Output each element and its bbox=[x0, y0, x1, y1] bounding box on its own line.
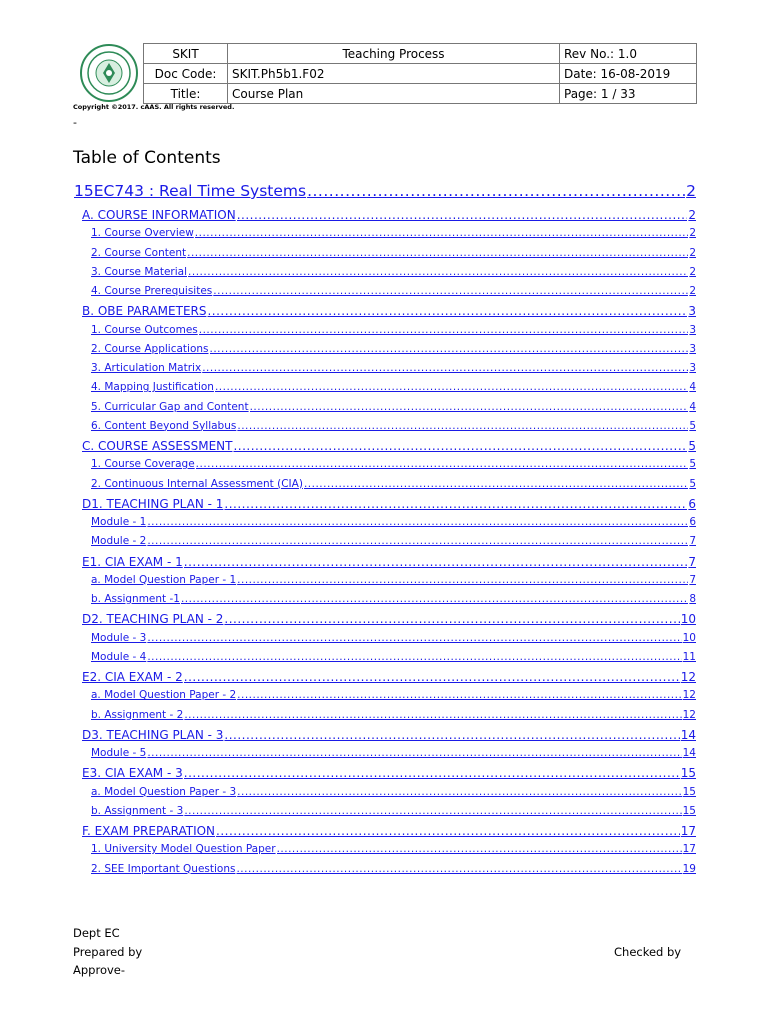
toc-entry-label: E2. CIA EXAM - 2 bbox=[82, 670, 183, 684]
toc-entry-label: 5. Curricular Gap and Content bbox=[91, 400, 249, 413]
toc-dot-leader bbox=[304, 478, 688, 490]
toc-entry-page: 3 bbox=[689, 362, 696, 374]
title-value: Course Plan bbox=[228, 84, 560, 104]
toc-entry[interactable] bbox=[91, 593, 696, 607]
toc-dot-leader bbox=[147, 535, 688, 547]
toc-entry-page: 15 bbox=[682, 804, 696, 817]
toc-entry-page: 5 bbox=[689, 458, 696, 471]
doc-code-label: Doc Code: bbox=[144, 64, 228, 84]
toc-entry-label: 6. Content Beyond Syllabus bbox=[91, 419, 237, 432]
toc-entry-page: 2 bbox=[689, 285, 696, 297]
toc-entry[interactable] bbox=[91, 747, 696, 761]
toc-entry-page: 12 bbox=[680, 670, 696, 684]
toc-entry-label: 1. Course Outcomes bbox=[91, 323, 198, 336]
toc-entry[interactable] bbox=[91, 343, 696, 357]
toc-entry[interactable] bbox=[82, 208, 696, 224]
toc-entry[interactable] bbox=[82, 304, 696, 320]
toc-entry-page: 5 bbox=[688, 439, 696, 453]
toc-entry[interactable] bbox=[91, 786, 696, 800]
toc-entry-page: 10 bbox=[682, 631, 696, 644]
toc-entry-page: 7 bbox=[689, 535, 696, 548]
toc-entry-label: Module - 1 bbox=[91, 516, 147, 528]
toc-entry-label: b. Assignment -1 bbox=[91, 593, 180, 605]
toc-entry-page: 2 bbox=[689, 265, 696, 278]
toc-dot-leader bbox=[147, 747, 681, 759]
toc-entry-label: D3. TEACHING PLAN - 3 bbox=[82, 727, 224, 742]
toc-dot-leader bbox=[213, 285, 688, 297]
toc-entry-label: 3. Course Material bbox=[91, 265, 188, 278]
toc-entry-label: E3. CIA EXAM - 3 bbox=[82, 766, 183, 781]
toc-entry-label: F. EXAM PREPARATION bbox=[82, 824, 216, 838]
toc-entry-page: 10 bbox=[680, 612, 696, 627]
toc-entry-label: 1. Course Overview bbox=[91, 227, 194, 240]
toc-entry[interactable] bbox=[91, 843, 696, 857]
toc-entry-label: Module - 4 bbox=[91, 650, 147, 663]
toc-dot-leader bbox=[224, 612, 679, 626]
toc-entry-label: Module - 3 bbox=[91, 631, 147, 644]
toc-entry[interactable] bbox=[91, 247, 696, 261]
toc-entry[interactable] bbox=[82, 728, 696, 744]
toc-dot-leader bbox=[199, 324, 689, 336]
toc-entry-label: C. COURSE ASSESSMENT bbox=[82, 439, 233, 453]
toc-entry-page: 3 bbox=[689, 342, 696, 355]
toc-entry-label: 2. Course Content bbox=[91, 246, 187, 259]
toc-entry[interactable] bbox=[82, 766, 696, 782]
toc-entry[interactable] bbox=[91, 863, 696, 877]
toc-entry-label: 2. SEE Important Questions bbox=[91, 862, 236, 875]
document-header-table bbox=[143, 43, 697, 104]
toc-dot-leader bbox=[195, 227, 689, 239]
toc-entry-label: 3. Articulation Matrix bbox=[91, 362, 202, 374]
toc-dot-leader bbox=[236, 863, 681, 875]
toc-entry[interactable] bbox=[91, 324, 696, 338]
toc-entry-label: A. COURSE INFORMATION bbox=[82, 208, 236, 222]
toc-entry-page: 19 bbox=[682, 862, 696, 875]
toc-entry-page: 14 bbox=[680, 727, 696, 742]
toc-entry[interactable] bbox=[91, 651, 696, 665]
toc-dot-leader bbox=[147, 516, 688, 528]
toc-entry[interactable] bbox=[91, 227, 696, 241]
toc-dot-leader bbox=[233, 439, 687, 453]
toc-dot-leader bbox=[237, 208, 688, 222]
footer-checked: Checked by bbox=[614, 945, 682, 959]
toc-entry-page: 17 bbox=[682, 843, 696, 856]
toc-entry[interactable] bbox=[91, 516, 696, 530]
toc-entry-page: 6 bbox=[689, 516, 696, 528]
toc-entry-page: 11 bbox=[682, 650, 696, 663]
toc-entry-page: 5 bbox=[689, 419, 696, 432]
toc-entry-label: b. Assignment - 3 bbox=[91, 804, 184, 817]
toc-entry[interactable] bbox=[91, 574, 696, 588]
toc-entry-label: B. OBE PARAMETERS bbox=[82, 304, 207, 319]
toc-dot-leader bbox=[187, 247, 688, 259]
toc-dot-leader bbox=[147, 651, 681, 663]
toc-entry[interactable] bbox=[82, 497, 696, 513]
toc-entry[interactable] bbox=[91, 362, 696, 376]
toc-entry[interactable] bbox=[91, 689, 696, 703]
process-cell: Teaching Process bbox=[228, 44, 560, 64]
toc-entry[interactable] bbox=[91, 805, 696, 819]
toc-dot-leader bbox=[202, 362, 688, 374]
toc-entry-page: 7 bbox=[689, 573, 696, 586]
toc-entry-page: 3 bbox=[688, 304, 696, 319]
toc-dot-leader bbox=[215, 381, 688, 393]
copyright-notice: Copyright ©2017. cAAS. All rights reserved. bbox=[73, 103, 235, 111]
toc-entry-label: 4. Mapping Justification bbox=[91, 381, 214, 394]
toc-entry[interactable] bbox=[91, 478, 696, 492]
toc-entry-page: 8 bbox=[689, 593, 696, 605]
toc-entry-label: 2. Course Applications bbox=[91, 342, 209, 355]
toc-dot-leader bbox=[196, 458, 689, 470]
footer-dept: Dept EC bbox=[73, 926, 120, 940]
separator-dash: - bbox=[73, 116, 77, 129]
toc-dot-leader bbox=[237, 420, 688, 432]
toc-entry-label: D2. TEACHING PLAN - 2 bbox=[82, 612, 224, 627]
toc-entry-label: Module - 5 bbox=[91, 747, 147, 759]
toc-entry-label: Module - 2 bbox=[91, 535, 147, 548]
toc-dot-leader bbox=[184, 670, 680, 684]
footer-prepared: Prepared by bbox=[73, 945, 143, 959]
toc-entry[interactable] bbox=[91, 381, 696, 395]
toc-entry[interactable] bbox=[82, 555, 696, 571]
footer-approve: Approve- bbox=[73, 963, 126, 977]
toc-entry-label: 1. Course Coverage bbox=[91, 458, 195, 471]
title-label: Title: bbox=[144, 84, 228, 104]
institute-logo bbox=[76, 43, 142, 103]
doc-code-value: SKIT.Ph5b1.F02 bbox=[228, 64, 560, 84]
date-cell: Date: 16-08-2019 bbox=[560, 64, 697, 84]
toc-entry[interactable] bbox=[91, 458, 696, 472]
toc-dot-leader bbox=[147, 632, 681, 644]
toc-entry[interactable] bbox=[91, 420, 696, 434]
toc-entry-page: 12 bbox=[682, 689, 696, 702]
toc-dot-leader bbox=[307, 182, 685, 200]
toc-entry-page: 7 bbox=[688, 554, 696, 569]
toc-dot-leader bbox=[250, 401, 689, 413]
toc-heading: Table of Contents bbox=[73, 148, 221, 168]
toc-dot-leader bbox=[210, 343, 689, 355]
toc-entry[interactable] bbox=[82, 824, 696, 840]
toc-entry-label: b. Assignment - 2 bbox=[91, 708, 184, 721]
toc-entry-label: a. Model Question Paper - 3 bbox=[91, 785, 237, 798]
toc-dot-leader bbox=[224, 728, 679, 742]
toc-entry[interactable] bbox=[74, 182, 696, 202]
toc-entry-label: E1. CIA EXAM - 1 bbox=[82, 554, 183, 569]
toc-entry-page: 5 bbox=[689, 477, 696, 490]
toc-entry-label: D1. TEACHING PLAN - 1 bbox=[82, 496, 224, 511]
toc-entry[interactable] bbox=[82, 612, 696, 628]
toc-entry-page: 6 bbox=[688, 496, 696, 511]
toc-entry-page: 2 bbox=[688, 208, 696, 222]
toc-entry-page: 2 bbox=[689, 246, 696, 259]
page-cell: Page: 1 / 33 bbox=[560, 84, 697, 104]
toc-entry[interactable] bbox=[91, 266, 696, 280]
toc-entry-page: 3 bbox=[689, 323, 696, 336]
toc-dot-leader bbox=[188, 266, 688, 278]
toc-dot-leader bbox=[184, 805, 681, 817]
toc-dot-leader bbox=[237, 689, 681, 701]
toc-entry-page: 4 bbox=[689, 381, 696, 394]
toc-dot-leader bbox=[216, 824, 680, 838]
toc-dot-leader bbox=[237, 574, 688, 586]
toc-entry[interactable] bbox=[82, 670, 696, 686]
toc-entry[interactable] bbox=[91, 535, 696, 549]
toc-entry[interactable] bbox=[91, 401, 696, 415]
toc-entry[interactable] bbox=[91, 709, 696, 723]
toc-dot-leader bbox=[207, 304, 687, 318]
toc-entry-page: 15 bbox=[680, 766, 696, 781]
rev-cell: Rev No.: 1.0 bbox=[560, 44, 697, 64]
toc-entry[interactable] bbox=[91, 632, 696, 646]
toc-dot-leader bbox=[184, 709, 681, 721]
toc-dot-leader bbox=[184, 555, 688, 569]
toc-dot-leader bbox=[237, 786, 681, 798]
toc-entry-label: 2. Continuous Internal Assessment (CIA) bbox=[91, 477, 303, 490]
toc-dot-leader bbox=[184, 766, 680, 780]
toc-entry-page: 4 bbox=[689, 400, 696, 413]
toc-entry-label: a. Model Question Paper - 2 bbox=[91, 689, 237, 702]
toc-entry-page: 2 bbox=[689, 227, 696, 240]
toc-entry-label: 1. University Model Question Paper bbox=[91, 843, 276, 856]
toc-dot-leader bbox=[181, 593, 688, 605]
toc-entry[interactable] bbox=[91, 285, 696, 299]
toc-entry-page: 17 bbox=[680, 824, 696, 838]
toc-dot-leader bbox=[224, 497, 687, 511]
toc-entry-page: 14 bbox=[682, 747, 696, 759]
toc-entry[interactable] bbox=[82, 439, 696, 455]
toc-entry-label: 4. Course Prerequisites bbox=[91, 285, 213, 297]
toc-entry-page: 15 bbox=[682, 785, 696, 798]
toc-entry-page: 12 bbox=[682, 708, 696, 721]
toc-entry-label: a. Model Question Paper - 1 bbox=[91, 573, 237, 586]
toc-entry-page: 2 bbox=[686, 182, 696, 200]
org-cell: SKIT bbox=[144, 44, 228, 64]
toc-dot-leader bbox=[277, 843, 682, 855]
toc-entry-label: 15EC743 : Real Time Systems bbox=[74, 182, 307, 200]
